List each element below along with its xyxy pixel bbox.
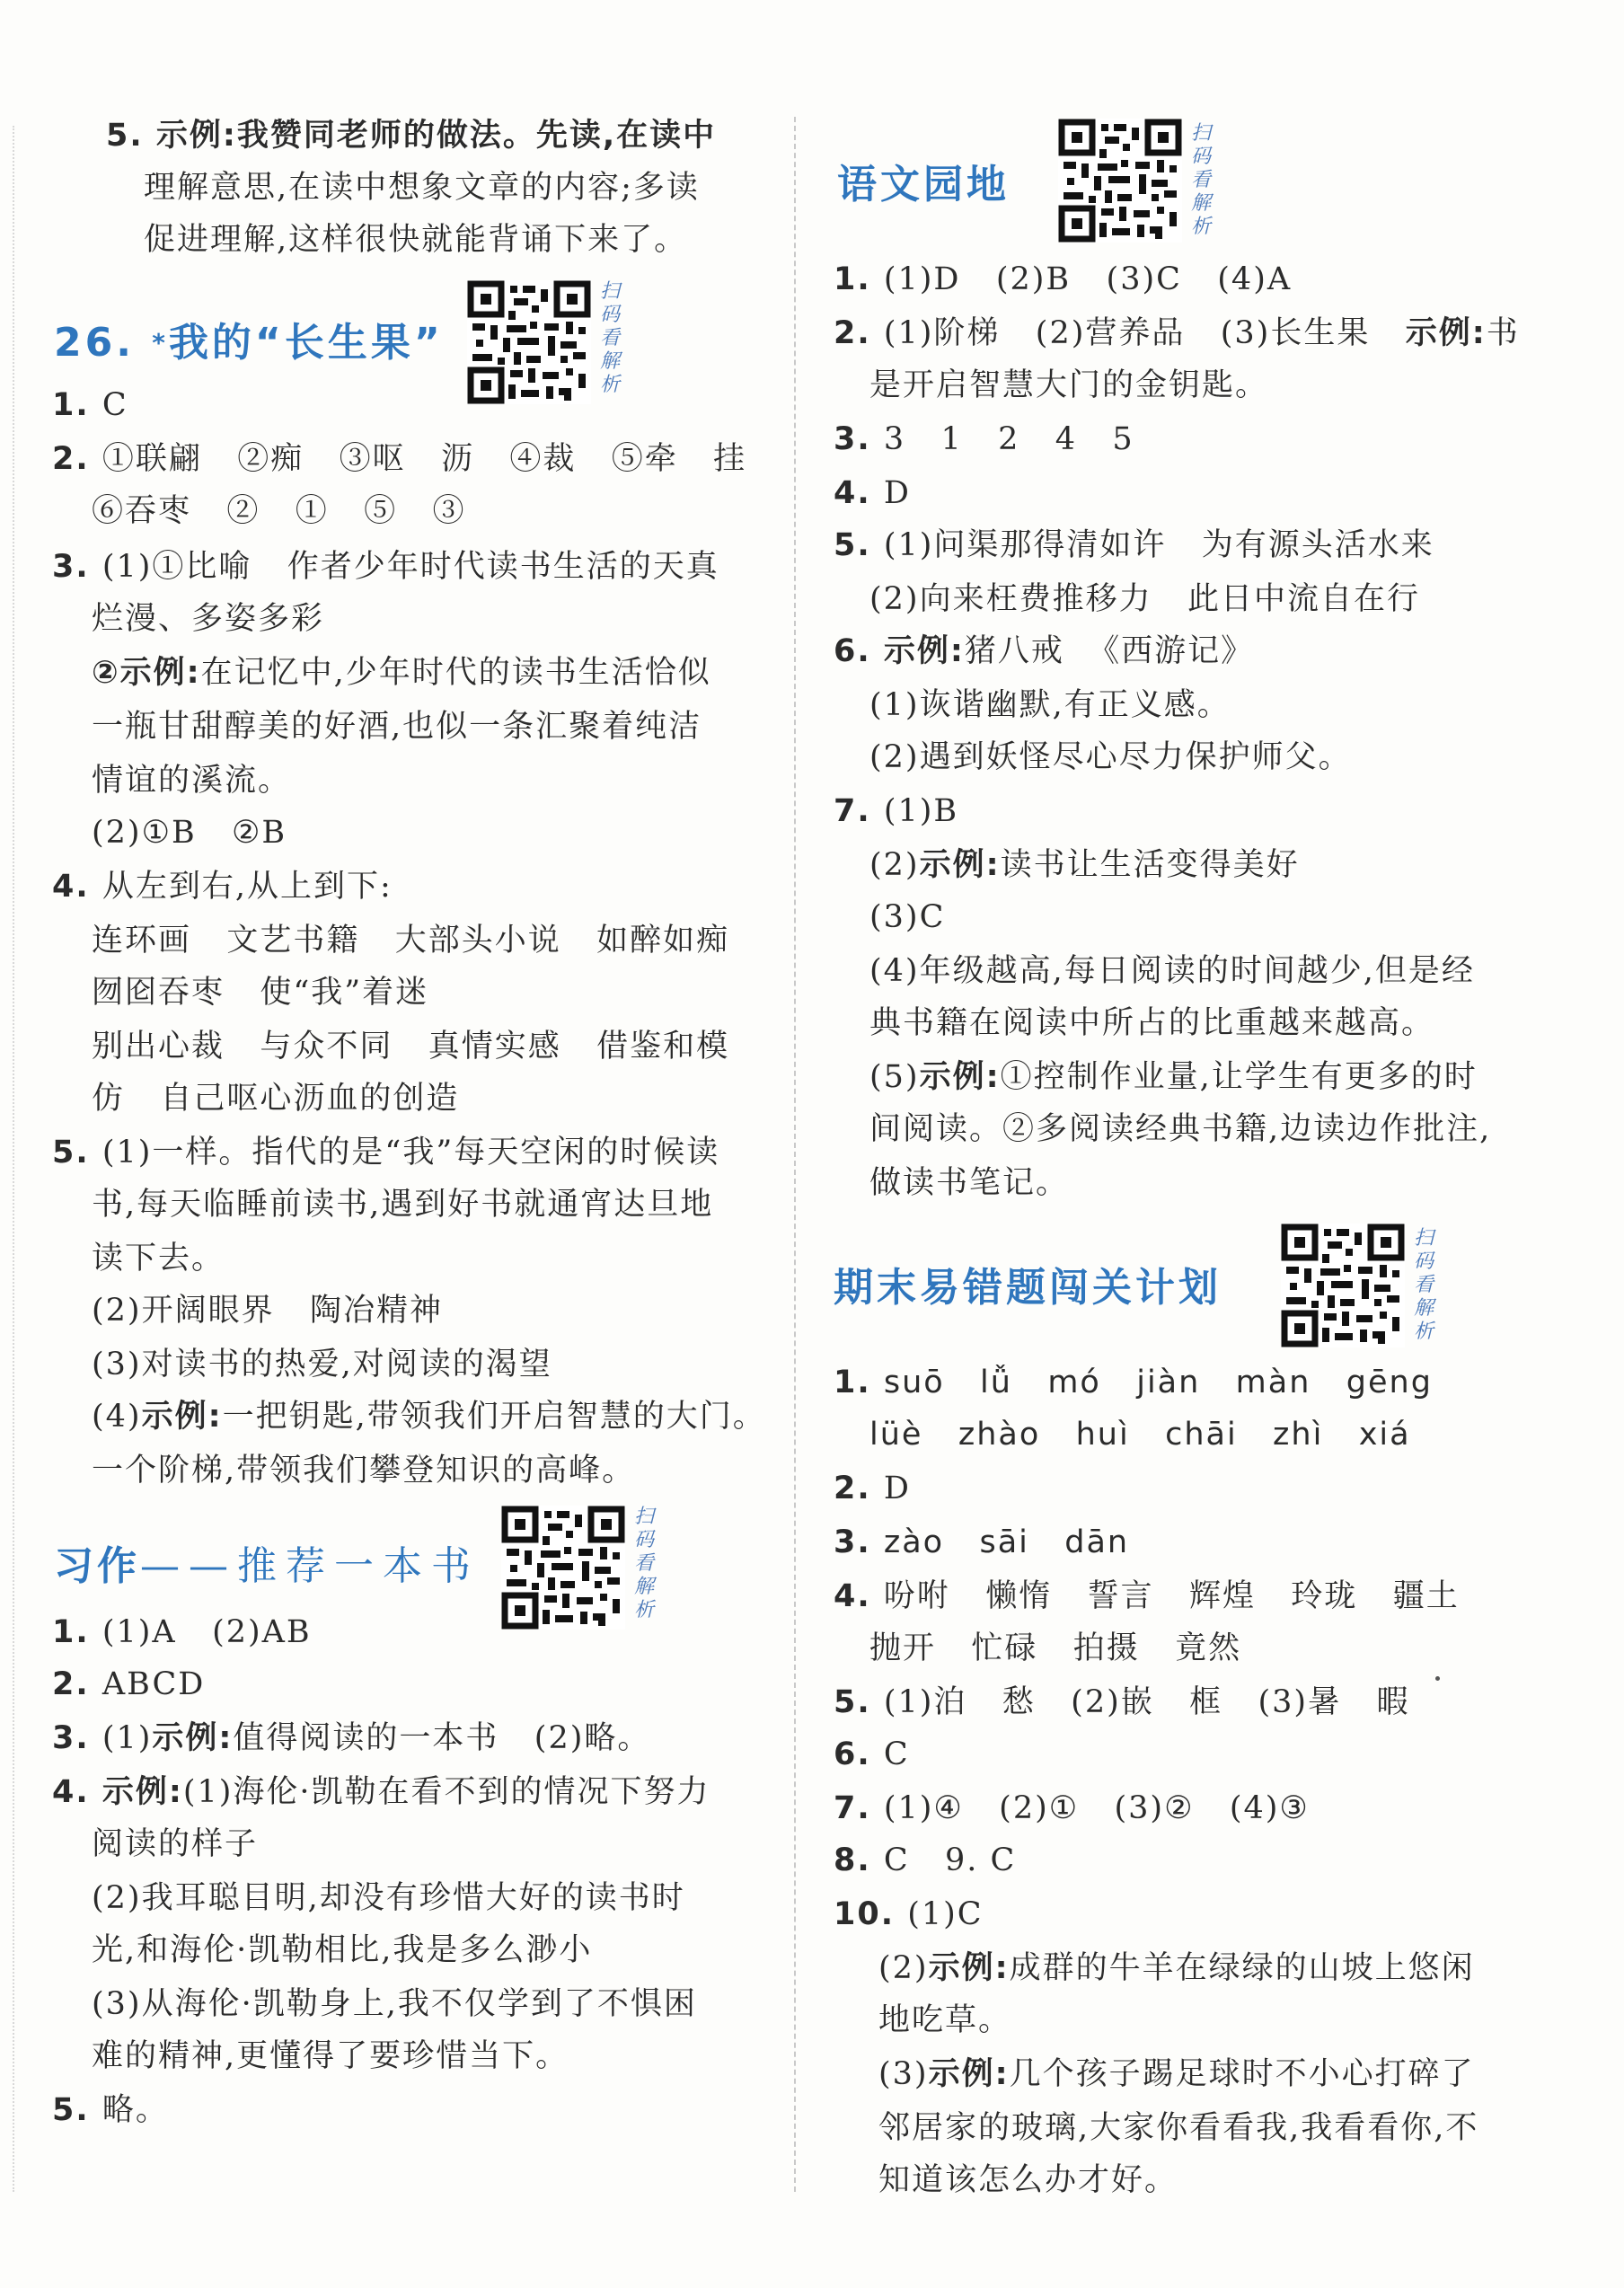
qimo-answer-7: 7. (1)④ (2)① (3)② (4)③: [834, 1790, 1310, 1826]
xizuo-answer-4-line-6: 难的精神,更懂得了要珍惜当下。: [92, 2038, 569, 2074]
answer-5b-line-5: (3)对读书的热爱,对阅读的渴望: [92, 1347, 552, 1383]
page-edge-mark: [13, 126, 14, 2192]
qr-caption: 扫码看解析: [599, 280, 620, 396]
qimo-answer-6: 6. C: [834, 1736, 910, 1772]
answer-4-line-3: 囫囵吞枣 使“我”着迷: [92, 975, 429, 1011]
answer-5b-line-3: 读下去。: [92, 1241, 225, 1277]
qr-caption: 扫码看解析: [1413, 1227, 1434, 1343]
yuwen-answer-7-line-6: (5)示例:①控制作业量,让学生有更多的时: [869, 1059, 1478, 1095]
xizuo-answer-4-line-2: 阅读的样子: [92, 1826, 259, 1862]
qr-caption: 扫码看解析: [633, 1506, 654, 1621]
answer-3-line-4: 一瓶甘甜醇美的好酒,也似一条汇聚着纯洁: [92, 709, 702, 745]
answer-5-line-1: 5. 示例:我赞同老师的做法。先读,在读中: [106, 118, 717, 154]
yuwen-answer-7-line-7: 间阅读。②多阅读经典书籍,边读边作批注,: [869, 1111, 1492, 1147]
qimo-answer-10-line-2: (2)示例:成群的牛羊在绿绿的山坡上悠闲: [878, 1950, 1475, 1986]
yuwen-answer-7-line-2: (2)示例:读书让生活变得美好: [869, 847, 1300, 883]
yuwen-answer-6-line-1: 6. 示例:猪八戒 《西游记》: [834, 633, 1255, 669]
answer-5b-line-1: 5. (1)一样。指代的是“我”每天空闲的时候读: [52, 1135, 720, 1171]
answer-1: 1. C: [52, 387, 128, 423]
qr-code-yuwen[interactable]: [1058, 119, 1182, 243]
answer-3-line-5: 情谊的溪流。: [92, 763, 292, 799]
qr-code-section-26[interactable]: [467, 280, 591, 404]
section-qimo-title: 期末易错题闯关计划: [834, 1265, 1222, 1311]
yuwen-answer-2-line-2: 是开启智慧大门的金钥匙。: [869, 367, 1269, 403]
qimo-answer-5: 5. (1)泊 愁 (2)嵌 框 (3)暑 暇: [834, 1684, 1410, 1720]
yuwen-answer-1: 1. (1)D (2)B (3)C (4)A: [834, 261, 1293, 297]
xizuo-answer-4-line-1: 4. 示例:(1)海伦·凯勒在看不到的情况下努力: [52, 1774, 710, 1810]
yuwen-answer-4: 4. D: [834, 475, 911, 511]
section-yuwen-title: 语文园地: [837, 162, 1010, 208]
qr-code-qimo[interactable]: [1281, 1224, 1405, 1347]
qimo-answer-10-line-4: (3)示例:几个孩子踢足球时不小心打碎了: [878, 2056, 1475, 2092]
qimo-answer-8-9: 8. C 9. C: [834, 1842, 1017, 1878]
answer-3-line-1: 3. (1)①比喻 作者少年时代读书生活的天真: [52, 549, 719, 585]
answer-2-line-2: ⑥吞枣 ② ① ⑤ ③: [92, 493, 466, 529]
answer-5-line-2: 理解意思,在读中想象文章的内容;多读: [144, 170, 700, 206]
yuwen-answer-5-line-2: (2)向来枉费推移力 此日中流自在行: [869, 581, 1420, 617]
answer-5b-line-4: (2)开阔眼界 陶冶精神: [92, 1293, 443, 1329]
qimo-answer-4-line-1: 4. 吩咐 懒惰 誓言 辉煌 玲珑 疆土: [834, 1578, 1460, 1614]
qimo-answer-10-line-5: 邻居家的玻璃,大家你看看我,我看看你,不: [878, 2110, 1479, 2146]
qimo-answer-10-line-1: 10. (1)C: [834, 1896, 984, 1932]
xizuo-answer-4-line-3: (2)我耳聪目明,却没有珍惜大好的读书时: [92, 1880, 685, 1916]
qimo-answer-4-line-2: 抛开 忙碌 拍摄 竟然: [869, 1630, 1242, 1666]
xizuo-answer-2: 2. ABCD: [52, 1666, 206, 1702]
qimo-answer-10-line-6: 知道该怎么办才好。: [878, 2162, 1178, 2198]
answer-3-line-2: 烂漫、多姿多彩: [92, 601, 325, 637]
xizuo-answer-1: 1. (1)A (2)AB: [52, 1614, 312, 1650]
answer-4-line-4: 别出心裁 与众不同 真情实感 借鉴和模: [92, 1029, 730, 1064]
answer-5b-line-6: (4)示例:一把钥匙,带领我们开启智慧的大门。: [92, 1399, 766, 1435]
qr-caption: 扫码看解析: [1190, 122, 1211, 238]
answer-4-line-1: 4. 从左到右,从上到下:: [52, 869, 393, 905]
xizuo-answer-3: 3. (1)示例:值得阅读的一本书 (2)略。: [52, 1720, 651, 1756]
answer-4-line-5: 仿 自己呕心沥血的创造: [92, 1081, 460, 1117]
column-divider: [794, 117, 796, 2192]
answer-4-line-2: 连环画 文艺书籍 大部头小说 如醉如痴: [92, 923, 730, 958]
answer-2-line-1: 2. ①联翩 ②痴 ③呕 沥 ④裁 ⑤牵 挂: [52, 441, 747, 477]
xizuo-answer-5: 5. 略。: [52, 2092, 169, 2128]
section-26-title: 26. *我的“长生果”: [54, 320, 444, 366]
qimo-answer-1-line-1: 1. suō lǚ mó jiàn màn gēng: [834, 1365, 1433, 1400]
yuwen-answer-6-line-3: (2)遇到妖怪尽心尽力保护师父。: [869, 739, 1352, 775]
yuwen-answer-7-line-1: 7. (1)B: [834, 793, 959, 829]
xizuo-answer-4-line-5: (3)从海伦·凯勒身上,我不仅学到了不惧困: [92, 1986, 697, 2022]
qimo-answer-2: 2. D: [834, 1471, 911, 1506]
yuwen-answer-2-line-1: 2. (1)阶梯 (2)营养品 (3)长生果 示例:书: [834, 315, 1520, 351]
yuwen-answer-7-line-5: 典书籍在阅读中所占的比重越来越高。: [869, 1005, 1435, 1041]
xizuo-answer-4-line-4: 光,和海伦·凯勒相比,我是多么渺小: [92, 1932, 593, 1968]
qr-code-xizuo[interactable]: [501, 1506, 625, 1630]
yuwen-answer-5-line-1: 5. (1)问渠那得清如许 为有源头活水来: [834, 527, 1434, 563]
yuwen-answer-3: 3. 3 1 2 4 5: [834, 421, 1134, 457]
answer-5b-line-7: 一个阶梯,带领我们攀登知识的高峰。: [92, 1453, 636, 1489]
yuwen-answer-7-line-8: 做读书笔记。: [869, 1165, 1070, 1201]
yuwen-answer-6-line-2: (1)诙谐幽默,有正义感。: [869, 687, 1231, 723]
answer-5b-line-2: 书,每天临睡前读书,遇到好书就通宵达旦地: [92, 1187, 714, 1223]
qimo-answer-1-line-2: lüè zhào huì chāi zhì xiá: [869, 1417, 1411, 1453]
stray-dot: [1435, 1676, 1440, 1681]
yuwen-answer-7-line-4: (4)年级越高,每日阅读的时间越少,但是经: [869, 953, 1475, 989]
qimo-answer-10-line-3: 地吃草。: [878, 2002, 1012, 2038]
yuwen-answer-7-line-3: (3)C: [869, 899, 946, 935]
section-xizuo-title: 习作——推荐一本书: [54, 1543, 480, 1589]
answer-5-line-3: 促进理解,这样很快就能背诵下来了。: [144, 222, 688, 258]
qimo-answer-3: 3. zào sāi dān: [834, 1524, 1130, 1560]
answer-3-line-6: (2)①B ②B: [92, 815, 287, 851]
answer-3-line-3: ②示例:在记忆中,少年时代的读书生活恰似: [92, 655, 711, 691]
